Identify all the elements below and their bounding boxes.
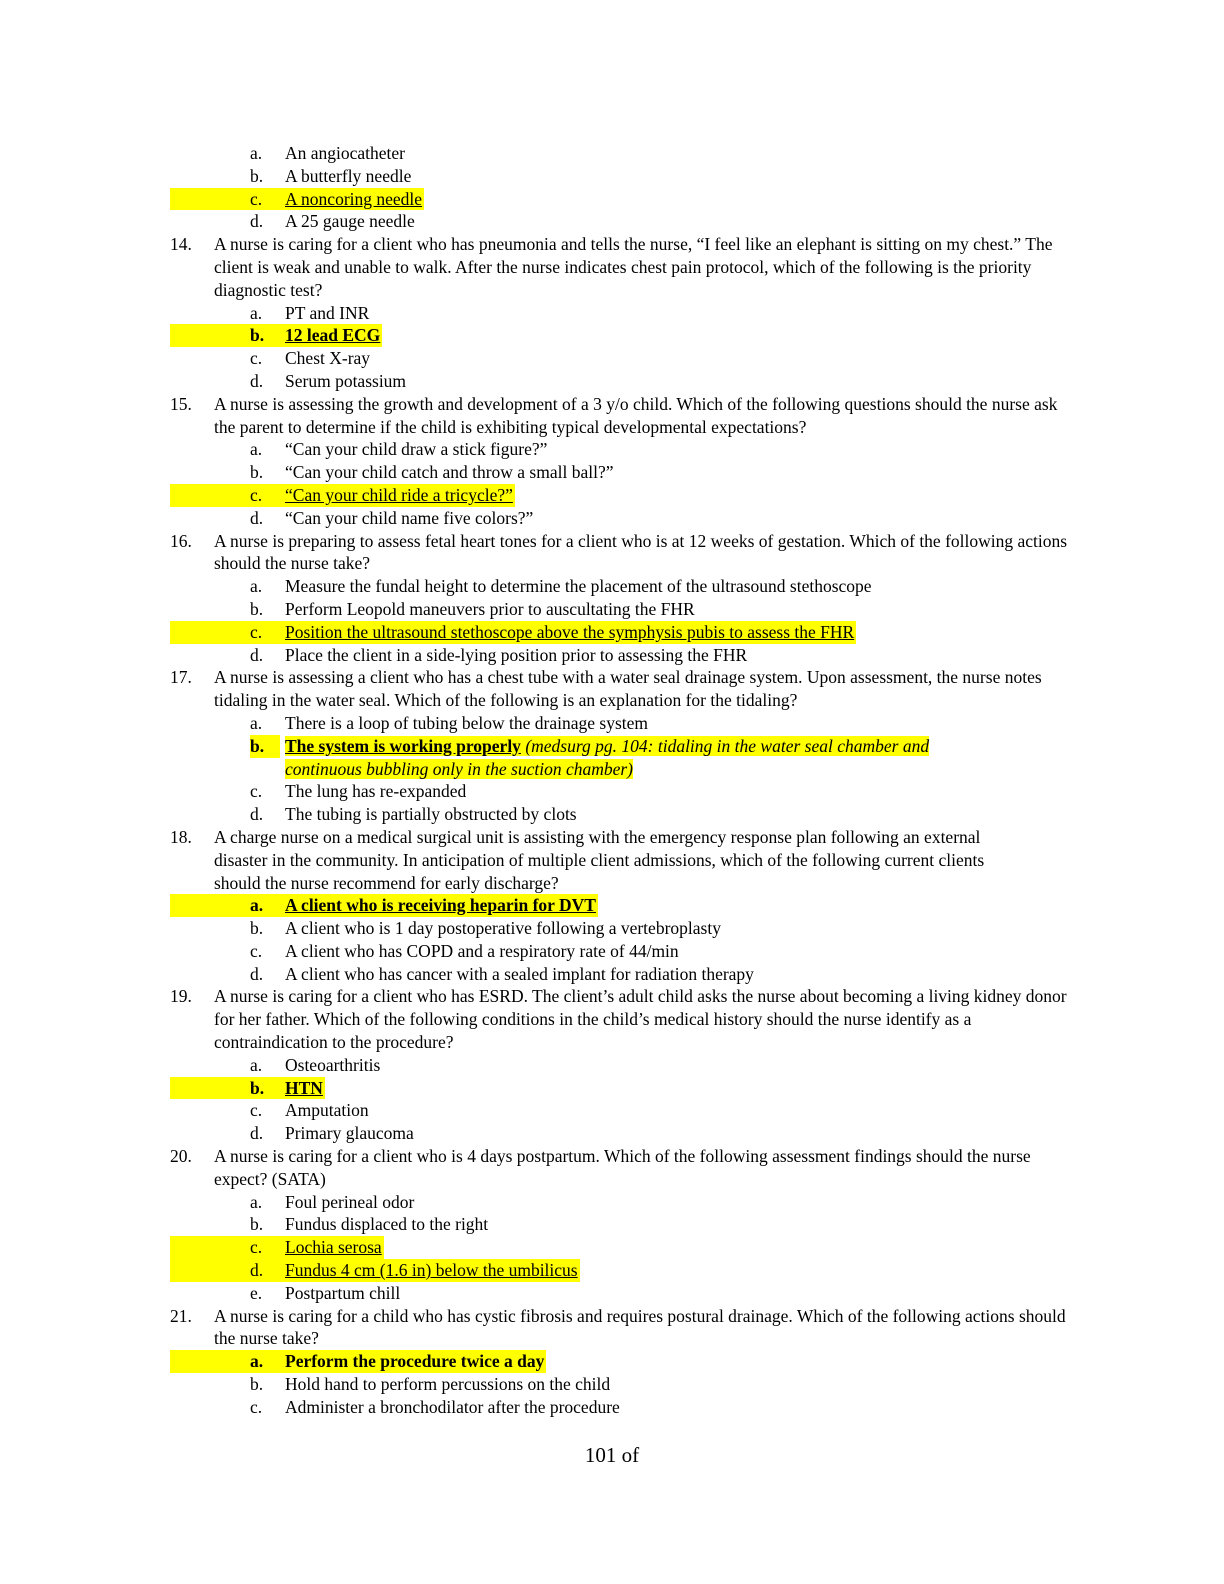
option-13b (170, 165, 1070, 188)
option-letter: b. (250, 735, 280, 758)
option-letter: b. (250, 165, 264, 186)
option-text: Foul perineal odor (285, 1191, 415, 1212)
option-letter: a. (250, 143, 263, 163)
option-text: A client who is 1 day postoperative following a vertebroplasty (285, 918, 721, 939)
option-20a (170, 1191, 1070, 1214)
option-17d (170, 803, 1070, 826)
option-text: Hold hand to perform percussions on the child (285, 1374, 611, 1395)
option-text: A client who has cancer with a sealed implant for radiation therapy (285, 963, 754, 984)
option-20c-correct (170, 1236, 384, 1259)
option-text: Measure the fundal height to determine the placement of the ultrasound stethoscope (285, 576, 872, 597)
option-letter: c. (250, 1396, 263, 1417)
option-letter: c. (250, 781, 263, 802)
option-18d (170, 963, 1070, 986)
option-15b (170, 461, 1070, 484)
option-letter: a. (250, 576, 263, 597)
option-13d (170, 210, 1070, 233)
option-letter: d. (250, 1260, 264, 1281)
option-18a-correct (170, 894, 598, 917)
option-text: The lung has re-expanded (285, 781, 467, 802)
option-text: HTN (285, 1077, 323, 1098)
option-letter: d. (250, 370, 264, 391)
question-number: 18. (170, 826, 192, 847)
question-number: 14. (170, 234, 192, 255)
option-text: The system is working properly (285, 735, 521, 756)
option-note: (medsurg pg. 104: tidaling in the water seal chamber and continuous bubbling only in the suction chamber) (285, 735, 930, 779)
option-text: Administer a bronchodilator after the procedure (285, 1396, 620, 1417)
question-text: A nurse is caring for a client who is 4 days postpartum. Which of the following assessment findings should the nurse expect? (SATA) (214, 1146, 1031, 1189)
option-letter: a. (250, 895, 264, 916)
option-text: Chest X-ray (285, 348, 371, 369)
question-15 (170, 393, 1070, 439)
option-text: Fundus 4 cm (1.6 in) below the umbilicus (285, 1260, 578, 1281)
option-letter: b. (250, 918, 264, 939)
option-letter: d. (250, 804, 264, 825)
option-letter: c. (250, 940, 263, 961)
option-text: A client who is receiving heparin for DVT (285, 895, 596, 916)
option-text: Lochia serosa (285, 1237, 382, 1258)
option-letter: b. (250, 325, 265, 346)
option-text: Fundus displaced to the right (285, 1214, 489, 1235)
question-number: 19. (170, 986, 192, 1007)
question-19 (170, 985, 1070, 1053)
question-20 (170, 1145, 1070, 1191)
question-text: A charge nurse on a medical surgical unit is assisting with the emergency response plan following an external disaster in the community. In anticipation of multiple client admissions, which of the following current clients should the nurse recommend for early discharge? (214, 826, 985, 893)
option-text: Perform Leopold maneuvers prior to auscultating the FHR (285, 598, 695, 619)
option-letter: c. (250, 621, 263, 642)
question-number: 21. (170, 1305, 192, 1326)
option-14c (170, 347, 1070, 370)
option-text: Place the client in a side-lying position prior to assessing the FHR (285, 644, 748, 665)
option-letter: d. (250, 963, 264, 984)
option-text: There is a loop of tubing below the drainage system (285, 712, 649, 733)
option-14d (170, 370, 1070, 393)
option-19b-correct (170, 1077, 325, 1100)
question-text: A nurse is assessing the growth and development of a 3 y/o child. Which of the following questions should the nurse ask the parent to determine if the child is exhibiting typical developmental expectations? (214, 393, 1058, 437)
option-16c-correct (170, 621, 856, 644)
option-text: 12 lead ECG (285, 325, 381, 346)
question-number: 15. (170, 393, 192, 414)
question-text: A nurse is preparing to assess fetal heart tones for a client who is at 12 weeks of gestation. Which of the following actions should the nurse take? (214, 530, 1068, 574)
option-text: A noncoring needle (285, 188, 423, 209)
option-16a (170, 575, 1070, 598)
option-15a (170, 438, 1070, 461)
question-text: A nurse is caring for a client who has pneumonia and tells the nurse, “I feel like an elephant is sitting on my chest.” The client is weak and unable to walk. After the nurse indicates chest pain protocol, which of the following is the priority diagnostic test? (214, 234, 1053, 300)
document-body (170, 142, 1070, 1419)
option-text: The tubing is partially obstructed by clots (285, 804, 577, 825)
option-text: Position the ultrasound stethoscope above the symphysis pubis to assess the FHR (285, 621, 855, 642)
option-13a (170, 142, 1070, 165)
question-21 (170, 1305, 1070, 1351)
option-letter: b. (250, 1214, 264, 1235)
option-letter: a. (250, 1351, 264, 1372)
option-20e (170, 1282, 1070, 1305)
question-17 (170, 666, 1070, 712)
option-letter: c. (250, 348, 263, 369)
option-19a (170, 1054, 1070, 1077)
question-number: 16. (170, 530, 192, 551)
option-text: Amputation (285, 1100, 369, 1121)
option-17c (170, 780, 1070, 803)
option-text: An angiocatheter (285, 143, 406, 163)
option-15c-correct (170, 484, 515, 507)
option-letter: d. (250, 1123, 264, 1144)
option-16d (170, 644, 1070, 667)
option-19c (170, 1099, 1070, 1122)
option-18c (170, 940, 1070, 963)
option-text: PT and INR (285, 302, 370, 323)
question-16 (170, 530, 1070, 576)
option-letter: d. (250, 211, 264, 232)
option-14a (170, 302, 1070, 325)
option-text: “Can your child ride a tricycle?” (285, 484, 513, 505)
option-letter: c. (250, 1237, 263, 1258)
option-letter: a. (250, 1191, 263, 1212)
option-text: Perform the procedure twice a day (285, 1351, 545, 1372)
option-text: “Can your child draw a stick figure?” (285, 439, 548, 460)
option-letter: b. (250, 1374, 264, 1395)
option-20d-correct (170, 1259, 580, 1282)
option-text: “Can your child catch and throw a small ball?” (285, 462, 614, 483)
option-17a (170, 712, 1070, 735)
option-text: Postpartum chill (285, 1282, 401, 1303)
option-letter: d. (250, 507, 264, 528)
option-letter: b. (250, 1077, 265, 1098)
question-number: 20. (170, 1146, 192, 1167)
question-number: 17. (170, 667, 192, 688)
option-letter: a. (250, 1054, 263, 1075)
option-16b (170, 598, 1070, 621)
question-text: A nurse is assessing a client who has a chest tube with a water seal drainage system. Upon assessment, the nurse notes tidaling in the water seal. Which of the following is an explanation for the tidaling? (214, 667, 1042, 711)
option-14b-correct (170, 324, 382, 347)
question-18 (170, 826, 1070, 894)
option-text: A 25 gauge needle (285, 211, 415, 232)
option-text: A client who has COPD and a respiratory rate of 44/min (285, 940, 679, 961)
option-letter: c. (250, 484, 263, 505)
option-21c (170, 1396, 1070, 1419)
option-letter: e. (250, 1282, 263, 1303)
option-text: Osteoarthritis (285, 1054, 381, 1075)
option-17b-correct (170, 735, 1070, 781)
option-letter: d. (250, 644, 264, 665)
option-15d (170, 507, 1070, 530)
option-text: Primary glaucoma (285, 1123, 414, 1144)
option-letter: c. (250, 188, 263, 209)
question-text: A nurse is caring for a child who has cystic fibrosis and requires postural drainage. Which of the following actions should the nurse take? (214, 1305, 1066, 1349)
question-14 (170, 233, 1070, 301)
option-21b (170, 1373, 1070, 1396)
option-18b (170, 917, 1070, 940)
option-letter: b. (250, 462, 264, 483)
option-letter: c. (250, 1100, 263, 1121)
option-text: A butterfly needle (285, 165, 412, 186)
option-letter: a. (250, 302, 263, 323)
question-text: A nurse is caring for a client who has ESRD. The client’s adult child asks the nurse about becoming a living kidney donor for her father. Which of the following conditions in the child’s medical history should the nurse identify as a contraindication to the procedure? (214, 986, 1067, 1053)
page-number: 101 of (584, 1443, 640, 1467)
option-letter: a. (250, 439, 263, 460)
option-21a-correct (170, 1350, 546, 1373)
option-text: Serum potassium (285, 370, 407, 391)
option-text: “Can your child name five colors?” (285, 507, 534, 528)
option-19d (170, 1122, 1070, 1145)
option-letter: b. (250, 598, 264, 619)
option-13c-correct (170, 188, 424, 211)
option-20b (170, 1213, 1070, 1236)
option-letter: a. (250, 712, 263, 733)
